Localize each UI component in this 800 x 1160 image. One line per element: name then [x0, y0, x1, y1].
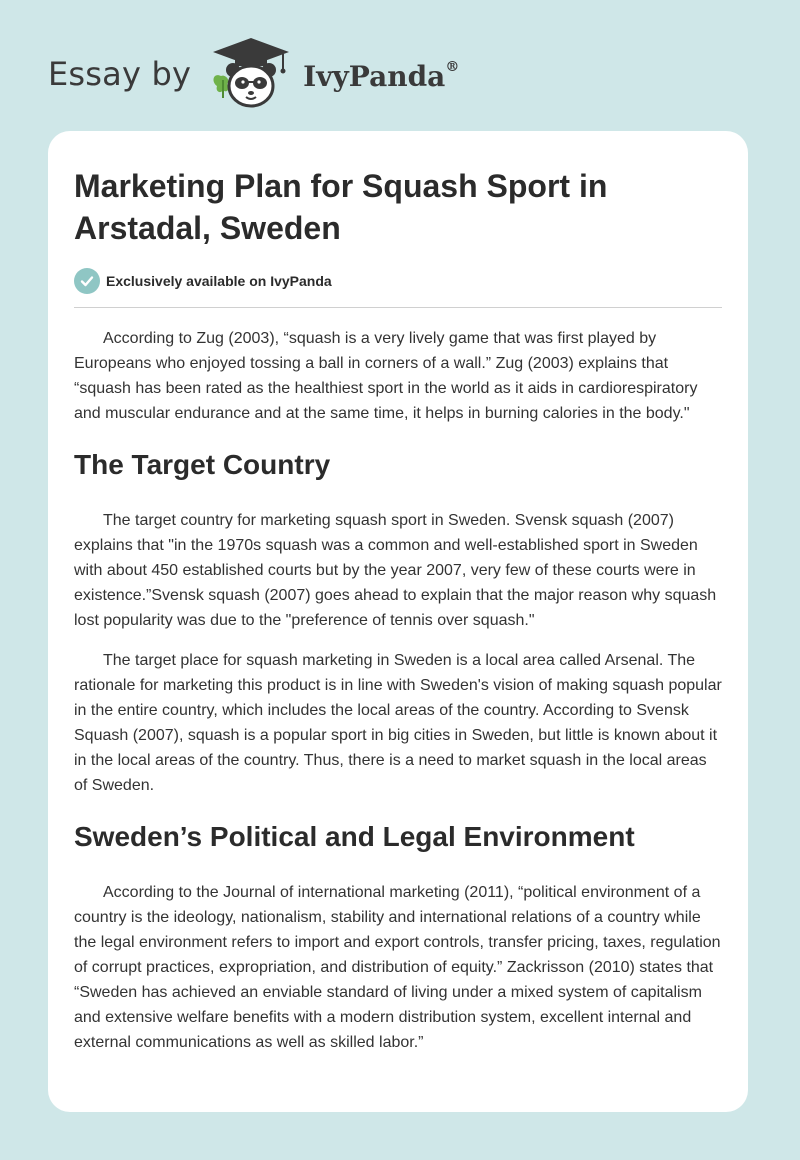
- essay-content: [74, 165, 724, 1055]
- paragraph-intro: According to Zug (2003), “squash is a very lively game that was first played by Europeans who enjoyed tossing a ball in corners of a wall.” Zug (2003) explains that “squash has been rated as the healthiest sport in the world as it aids in cardiorespiratory and muscular endurance and at the same time, it helps in burning calories in the body.": [74, 330, 698, 422]
- brand-name[interactable]: IvyPanda®: [303, 59, 460, 93]
- exclusive-badge: [74, 266, 724, 296]
- paragraph-target-country: The target country for marketing squash sport in Sweden. Svensk squash (2007) explains that "in the 1970s squash was a common and well-established sport in Sweden with about 450 established courts but by the year 2007, very few of these courts were in existence.”Svensk squash (2007) goes ahead to explain that the major reason why squash lost popularity was due to the "preference of tennis over squash.": [74, 512, 717, 629]
- divider: [74, 307, 722, 308]
- essay-card: [48, 131, 748, 1112]
- paragraph-political-legal: According to the Journal of international marketing (2011), “political environment of a country is the ideology, nationalism, stability and international relations of a country while the legal environment refers to import and export controls, transfer pricing, taxes, regulation of corrupt practices, expropriation, and distribution of equity.” Zackrisson (2010) states that “Sweden has achieved an enviable standard of living under a mixed system of capitalism and extensive welfare benefits with a modern distribution system, excellent internal and external communications as well as skilled labor.”: [74, 884, 721, 1051]
- page-title: Marketing Plan for Squash Sport in Arstadal, Sweden: [74, 168, 608, 246]
- registered-mark: ®: [445, 59, 460, 76]
- paragraph-target-place: The target place for squash marketing in Sweden is a local area called Arsenal. The rationale for marketing this product is in line with Sweden's vision of making squash popular in the entire country, which includes the local areas of the country. According to Svensk Squash (2007), squash is a popular sport in big cities in Sweden, but little is known about it in the local areas of the country. Thus, there is a need to market squash in the local areas of Sweden.: [74, 652, 722, 794]
- exclusive-badge-label: Exclusively available on IvyPanda: [106, 273, 332, 289]
- site-header: [48, 34, 459, 114]
- check-icon: [74, 268, 100, 294]
- essay-by-label: Essay by: [48, 55, 192, 93]
- panda-graduate-logo-icon[interactable]: [209, 36, 293, 112]
- heading-target-country: The Target Country: [74, 449, 331, 480]
- heading-political-legal: Sweden’s Political and Legal Environment: [74, 821, 635, 852]
